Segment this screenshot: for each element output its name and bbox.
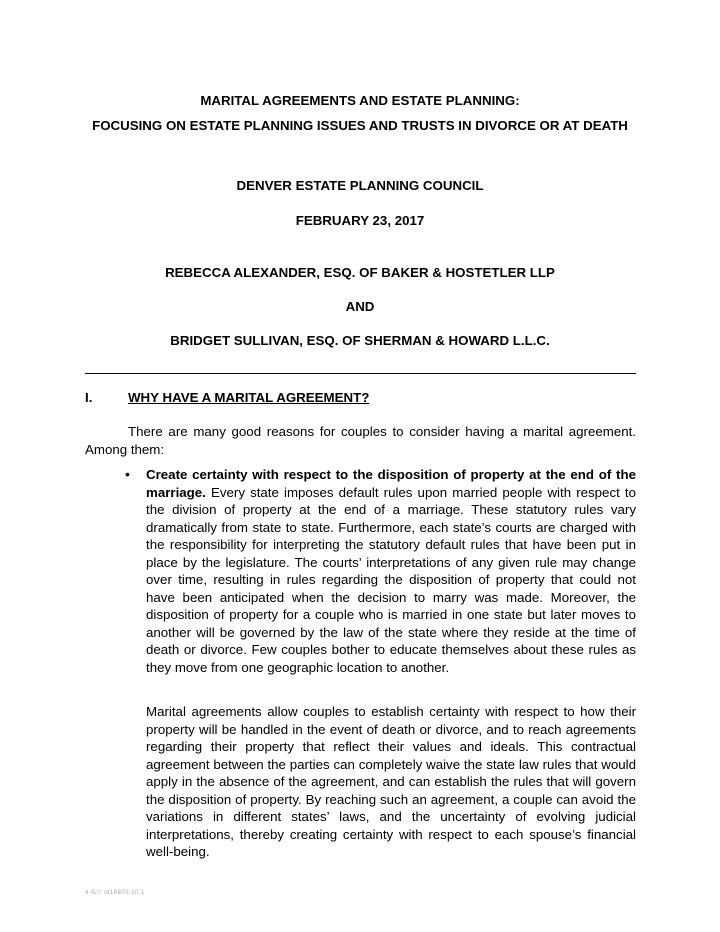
- document-subtitle: FOCUSING ON ESTATE PLANNING ISSUES AND TRUSTS IN DIVORCE OR AT DEATH: [92, 118, 628, 133]
- section-number: I.: [85, 390, 93, 405]
- section-title: WHY HAVE A MARITAL AGREEMENT?: [128, 390, 370, 405]
- bullet-lead: Create certainty with respect to the disposition of property at the end of the marriage.: [146, 467, 636, 500]
- presentation-date: FEBRUARY 23, 2017: [295, 213, 425, 228]
- bullet-paragraph-2: Marital agreements allow couples to establish certainty with respect to how their property will be handled in the event of death or divorce, and to reach agreements regarding their property that reflect their values and ideals. This contractual agreement between the parties can completely waive the state law rules that would apply in the absence of the agreement, and can establish the rules that will govern the disposition of property. By reaching such an agreement, a couple can avoid the variations in different states’ laws, and the uncertainty of evolving judicial interpretations, thereby creating certainty with respect to each spouse’s financial well-being.: [146, 704, 636, 859]
- bullet-text: Every state imposes default rules upon married people with respect to the division of property at the end of a marriage. These statutory rules vary dramatically from state to state. Furthermore, each state’s courts are charged with the responsibility for interpreting the statutory default rules that have been put in place by the legislature. The courts’ interpretations of any given rule may change over time, resulting in rules regarding the disposition of property that could not have been anticipated when the decision to marry was made. Moreover, the disposition of property for a couple who is married in one state but later moves to another will be governed by the law of the state where they reside at the time of death or divorce. Few couples bother to educate themselves about these rules as they move from one geographic location to another.: [146, 484, 636, 675]
- horizontal-divider: [85, 373, 636, 374]
- document-title: MARITAL AGREEMENTS AND ESTATE PLANNING:: [200, 93, 520, 108]
- presenter-2: BRIDGET SULLIVAN, ESQ. OF SHERMAN & HOWARD L.L.C.: [170, 333, 550, 348]
- document-id: 4-8/// /d18609.10.1: [85, 890, 145, 896]
- bullet-paragraph: [146, 466, 636, 676]
- conjunction: AND: [345, 299, 375, 314]
- presenter-1: REBECCA ALEXANDER, ESQ. OF BAKER & HOSTETLER LLP: [165, 265, 555, 280]
- organization-name: DENVER ESTATE PLANNING COUNCIL: [236, 178, 484, 193]
- intro-paragraph: There are many good reasons for couples to consider having a marital agreement. Among them:: [85, 424, 636, 457]
- bullet-icon: •: [125, 466, 130, 482]
